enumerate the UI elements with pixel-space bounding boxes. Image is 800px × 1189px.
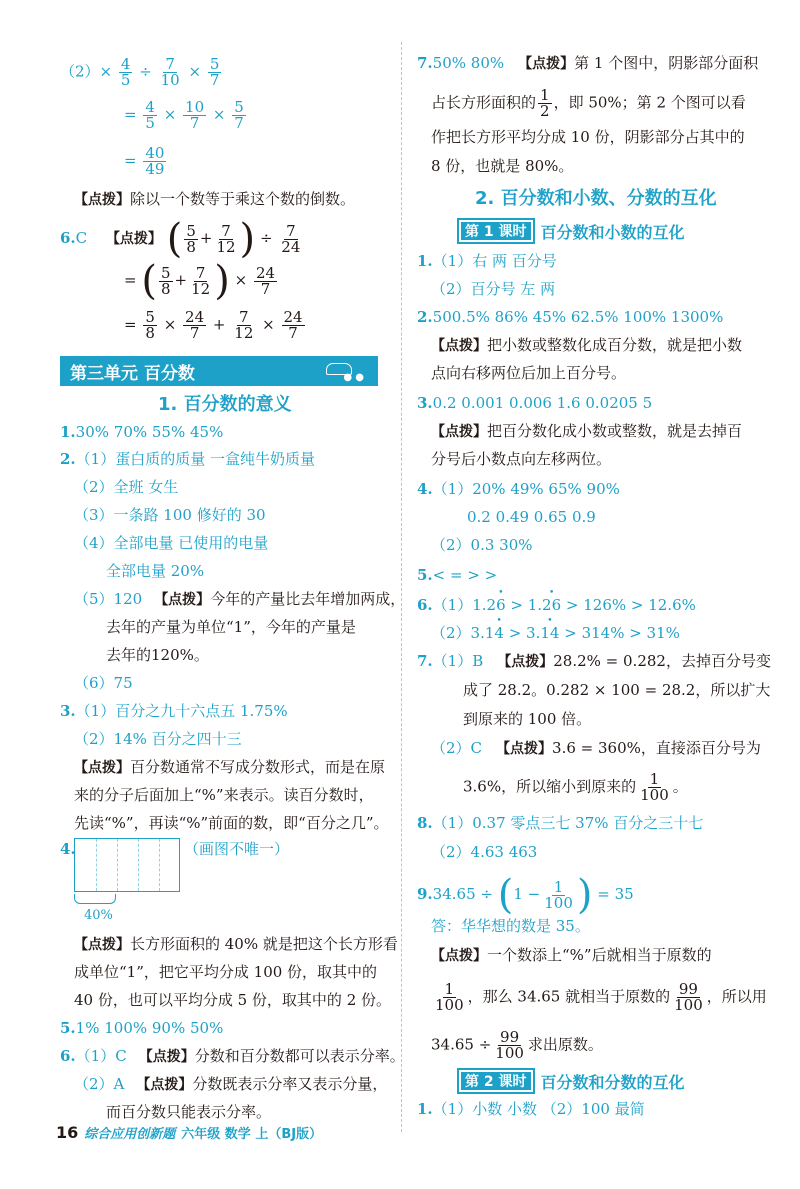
q2-line4: （4）全部电量 已使用的电量	[74, 534, 269, 552]
r-a6-line2: （2）3.1• 4 > 3.• 14 > 314% > 31%	[431, 622, 680, 646]
r-a7-line3: 到原来的 100 倍。	[463, 710, 592, 728]
q3-tip1: 【点拨】百分数通常不写成分数形式，而是在原	[74, 758, 386, 776]
page-number: 16	[56, 1122, 79, 1142]
dots-icon: ● ●	[343, 372, 364, 383]
r-a3-tip1: 【点拨】把百分数化成小数或整数，就是去掉百	[431, 422, 743, 440]
r-a4-line1: 4.（1）20% 49% 65% 90%	[417, 480, 620, 498]
q3-line2: （2）14% 百分之四十三	[74, 730, 242, 748]
r-a9-tip1: 【点拨】一个数添上“%”后就相当于原数的	[431, 946, 712, 964]
q6b-line3: 而百分数只能表示分率。	[106, 1103, 272, 1121]
q2-line9: （6）75	[74, 674, 133, 692]
r-a8-line1: 8.（1）0.37 零点三七 37% 百分之三十七	[417, 814, 704, 832]
r-a3-tip2: 分号后小数点向左移两位。	[431, 450, 612, 468]
book-title: 六年级 数学 上（BJ版）	[181, 1126, 323, 1142]
q4-rectangle-diagram	[74, 838, 180, 892]
r-a4-line2: 0.2 0.49 0.65 0.9	[467, 508, 596, 526]
q3-line1: 3.（1）百分之九十六点五 1.75%	[60, 702, 288, 720]
q2-line3: （3）一条路 100 修好的 30	[74, 506, 266, 524]
q5-2-line2: = $\frac{4}{5}$ × $\frac{10}{7}$ × $\frac{5}{7}$	[124, 98, 244, 132]
q6-line3: = $\frac{5}{8}$ × $\frac{24}{7}$ + $\frac{7}{12}$ × $\frac{24}{7}$	[124, 308, 303, 342]
q4-brace-label: 40%	[84, 908, 113, 923]
r-a8-line2: （2）4.63 463	[431, 843, 538, 861]
q4-note: （画图不唯一）	[184, 840, 290, 858]
r-a9-expr: 9.34.65 ÷ (1 − $\frac{1}{100}$ ) = 35	[417, 872, 634, 918]
q2-line5: 全部电量 20%	[106, 562, 205, 580]
r-a2-tip2: 点向右移两位后加上百分号。	[431, 364, 627, 382]
r-q7-line3: 作把长方形平均分成 10 份，阴影部分占其中的	[431, 128, 745, 146]
unit-title: 第三单元 百分数	[70, 364, 195, 384]
r-a2-line: 2.500.5% 86% 45% 62.5% 100% 1300%	[417, 308, 724, 326]
q1-line: 1.30% 70% 55% 45%	[60, 423, 224, 441]
r-b1-line: 1.（1）小数 小数 （2）100 最简	[417, 1100, 645, 1118]
q4-tip2: 成单位“1”，把它平均分成 100 份，取其中的	[74, 963, 378, 981]
r-a1-line2: （2）百分号 左 两	[431, 280, 556, 298]
section-title-1: 1. 百分数的意义	[158, 394, 292, 415]
r-a7-line5: 3.6%，所以缩小到原来的 $\frac{1}{100}$ 。	[463, 770, 688, 804]
q6b-line1: 6.（1）C 【点拨】分数和百分数都可以表示分率。	[60, 1047, 405, 1065]
series-logo: 综合应用创新题	[84, 1126, 176, 1142]
q4-brace	[74, 894, 116, 904]
page-footer	[56, 1122, 322, 1142]
right-column	[417, 0, 777, 1140]
r-a9-answer: 答：华华想的数是 35。	[431, 917, 590, 935]
q4-num: 4.	[60, 840, 76, 858]
q2-line6: （5）120 【点拨】今年的产量比去年增加两成，	[74, 590, 406, 608]
r-a6-line1: 6.（1）1.2• 6 > 1.• 26 > 126% > 12.6%	[417, 594, 696, 618]
r-q7-line1: 7.50% 80% 【点拨】第 1 个图中，阴影部分面积	[417, 54, 759, 72]
q4-tip1: 【点拨】长方形面积的 40% 就是把这个长方形看	[74, 935, 398, 953]
q6b-line2: （2）A 【点拨】分数既表示分率又表示分量，	[74, 1075, 388, 1093]
r-q7-line2: 占长方形面积的 $\frac{1}{2}$ ，即 50%；第 2 个图可以看	[431, 86, 746, 120]
q2-line2: （2）全班 女生	[74, 478, 179, 496]
unit-banner	[60, 356, 386, 386]
r-a9-tip3: 34.65 ÷ $\frac{99}{100}$ 求出原数。	[431, 1028, 603, 1062]
q3-tip3: 先读“%”，再读“%”前面的数，即“百分之几”。	[74, 814, 389, 832]
column-divider	[401, 42, 402, 1132]
r-a7-line1: 7.（1）B 【点拨】28.2% = 0.282，去掉百分号变	[417, 652, 771, 670]
r-a7-line2: 成了 28.2。0.282 × 100 = 28.2，所以扩大	[463, 681, 771, 699]
r-a5-line: 5.< = > >	[417, 566, 498, 584]
r-a9-tip2: $\frac{1}{100}$ ，那么 34.65 就相当于原数的 $\frac{99}{100}$ ，所以用	[435, 980, 767, 1014]
r-a3-line: 3.0.2 0.001 0.006 1.6 0.0205 5	[417, 394, 653, 412]
q3-tip2: 来的分子后面加上“%”来表示。读百分数时，	[74, 786, 374, 804]
q4-tip3: 40 份，也可以平均分成 5 份，取其中的 2 份。	[74, 991, 392, 1009]
r-a2-tip1: 【点拨】把小数或整数化成百分数，就是把小数	[431, 336, 743, 354]
q5b-line: 5.1% 100% 90% 50%	[60, 1019, 224, 1037]
q2-line1: 2.（1）蛋白质的质量 一盒纯牛奶质量	[60, 450, 315, 468]
section-title-2: 2. 百分数和小数、分数的互化	[475, 188, 717, 209]
q2-line8: 去年的120%。	[106, 646, 209, 664]
lesson-2-header: 第 2 课时 百分数和分数的互化	[457, 1068, 685, 1094]
r-a1-line1: 1.（1）右 两 百分号	[417, 252, 557, 270]
left-column	[60, 0, 406, 1140]
r-a7-line4: （2）C 【点拨】3.6 = 360%，直接添百分号为	[431, 739, 761, 757]
r-a4-line3: （2）0.3 30%	[431, 536, 533, 554]
q6-line2: = ( $\frac{5}{8}$ + $\frac{7}{12}$ ) × $\frac{24}{7}$	[124, 258, 276, 304]
q5-2-line1: （2）× $\frac{4}{5}$ ÷ $\frac{7}{10}$ × $\frac{5}{7}$	[60, 55, 220, 89]
q5-2-line3: = $\frac{40}{49}$	[124, 144, 165, 178]
q2-line7: 去年的产量为单位“1”，今年的产量是	[106, 618, 356, 636]
q5-tip: 【点拨】除以一个数等于乘这个数的倒数。	[74, 190, 356, 208]
r-q7-line4: 8 份，也就是 80%。	[431, 157, 574, 175]
lesson-1-header: 第 1 课时 百分数和小数的互化	[457, 218, 685, 244]
q6-line1: 6.C 【点拨】 ( $\frac{5}{8}$ + $\frac{7}{12}$ ) ÷ $\frac{7}{24}$	[60, 216, 301, 262]
